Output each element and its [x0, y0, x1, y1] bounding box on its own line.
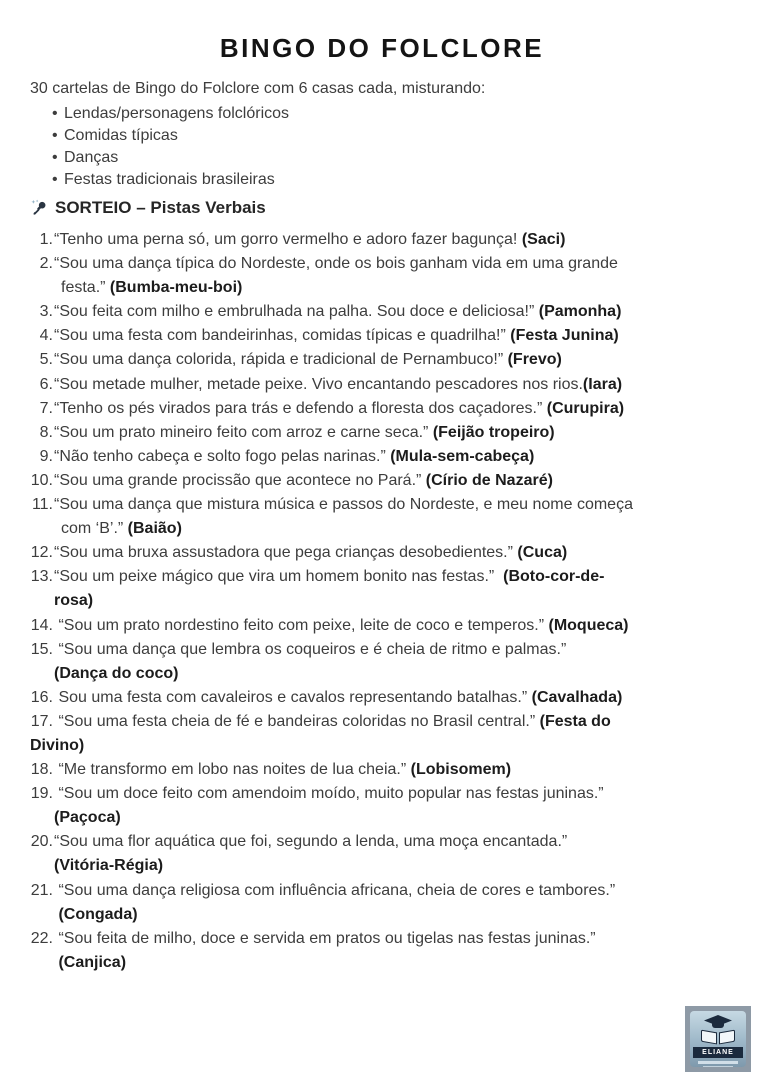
clue-item	[30, 228, 734, 252]
school-logo	[685, 1006, 751, 1072]
logo-subtitle-line	[698, 1061, 738, 1064]
clue-item	[30, 927, 734, 975]
clue-text: “Sou uma festa cheia de fé e bandeiras coloridas no Brasil central.” (Festa do	[54, 712, 611, 730]
bullet-item: • Festas tradicionais brasileiras	[30, 169, 734, 191]
section-heading	[30, 196, 734, 220]
clue-answer: (Frevo)	[507, 351, 562, 369]
clue-text: “Sou uma flor aquática que foi, segundo a lenda, uma moça encantada.”	[54, 833, 568, 851]
clue-answer: (Cuca)	[517, 544, 568, 562]
microphone-icon	[30, 199, 48, 217]
clue-text-continuation	[54, 806, 734, 830]
clue-number: 19.	[30, 785, 53, 803]
clue-item	[30, 879, 734, 927]
clue-text: “Sou um peixe mágico que vira um homem bonito nas festas.” (Boto-cor-de-	[54, 568, 605, 586]
clue-answer: (Saci)	[521, 231, 566, 248]
clue-number: 5.	[39, 351, 53, 369]
clue-number: 12.	[30, 544, 53, 562]
open-book-icon	[701, 1030, 735, 1045]
clue-text: “Sou um prato nordestino feito com peixe, leite de coco e temperos.” (Moqueca)	[54, 616, 629, 634]
clue-item	[30, 541, 734, 565]
clue-answer: (Festa do	[539, 712, 611, 730]
clue-text: “Sou feita de milho, doce e servida em pratos ou tigelas nas festas juninas.”	[54, 929, 596, 947]
clue-answer: (Círio de Nazaré)	[425, 471, 553, 489]
clue-number: 2.	[39, 255, 53, 273]
clue-number: 8.	[39, 423, 53, 441]
clue-item	[30, 686, 734, 710]
clue-text: “Sou uma grande procissão que acontece no Pará.” (Círio de Nazaré)	[54, 471, 553, 489]
graduation-cap-base	[712, 1022, 724, 1028]
clue-item	[30, 421, 734, 445]
clue-number: 22.	[30, 929, 53, 947]
clue-number: 15.	[30, 640, 53, 658]
clue-item	[30, 324, 734, 348]
clue-item	[30, 493, 734, 541]
clue-answer: (Canjica)	[54, 953, 127, 971]
clue-number: 6.	[39, 375, 53, 393]
logo-text: ELIANE	[693, 1047, 743, 1058]
clue-number: 11.	[31, 496, 53, 514]
clue-text: “Tenho os pés virados para trás e defendo a floresta dos caçadores.” (Curupira)	[54, 399, 625, 417]
clue-answer: (Curupira)	[546, 399, 625, 417]
clue-number: 18.	[30, 761, 53, 779]
clue-answer: (Vitória-Régia)	[54, 857, 164, 875]
clue-text: “Sou uma dança que lembra os coqueiros e é cheia de ritmo e palmas.”	[54, 640, 567, 658]
clue-number: 7.	[39, 399, 53, 417]
clue-text: “Não tenho cabeça e solto fogo pelas narinas.” (Mula-sem-cabeça)	[54, 447, 535, 465]
clue-item	[30, 397, 734, 421]
clue-item	[30, 445, 734, 469]
clue-text-continuation	[54, 662, 734, 686]
school-logo-badge	[690, 1011, 746, 1067]
clue-text: “Sou uma dança que mistura música e passos do Nordeste, e meu nome começa	[54, 496, 633, 514]
clue-item	[30, 373, 734, 397]
clue-item	[30, 300, 734, 324]
clue-number: 13.	[30, 568, 53, 586]
clue-text: “Tenho uma perna só, um gorro vermelho e adoro fazer bagunça! (Saci)	[54, 231, 566, 248]
clue-item	[30, 469, 734, 493]
clue-text: “Sou um prato mineiro feito com arroz e carne seca.” (Feijão tropeiro)	[54, 423, 555, 441]
clue-item	[30, 252, 734, 300]
clue-text-continuation	[30, 734, 734, 758]
clue-text: “Sou uma festa com bandeirinhas, comidas típicas e quadrilha!” (Festa Junina)	[54, 327, 619, 345]
clue-item	[30, 710, 734, 758]
clue-answer: (Paçoca)	[54, 809, 121, 827]
clue-answer: (Moqueca)	[548, 616, 629, 634]
clue-list	[30, 228, 734, 975]
clue-item	[30, 348, 734, 372]
clue-number: 1.	[39, 231, 53, 248]
clue-text: Sou uma festa com cavaleiros e cavalos representando batalhas.” (Cavalhada)	[54, 688, 623, 706]
clue-number: 21.	[30, 881, 53, 899]
clue-number: 3.	[39, 303, 53, 321]
clue-answer: (Festa Junina)	[510, 327, 619, 345]
clue-number: 20.	[30, 833, 53, 851]
clue-number: 16.	[30, 688, 53, 706]
clue-text: “Sou uma dança religiosa com influência africana, cheia de cores e tambores.”	[54, 881, 616, 899]
clue-text-continuation: com ‘B’.” (Baião)	[61, 520, 182, 538]
bullet-item: • Danças	[30, 147, 734, 169]
page-title: BINGO DO FOLCLORE	[219, 33, 545, 63]
clue-answer: Divino)	[30, 736, 85, 754]
clue-answer: (Mula-sem-cabeça)	[390, 447, 535, 465]
clue-answer: (Cavalhada)	[531, 688, 623, 706]
clue-text-continuation: festa.” (Bumba-meu-boi)	[61, 279, 243, 297]
clue-text-continuation	[54, 951, 734, 975]
clue-text-continuation	[54, 589, 734, 613]
clue-text: “Sou um doce feito com amendoim moído, muito popular nas festas juninas.”	[54, 785, 604, 803]
clue-text-continuation	[54, 903, 734, 927]
clue-number: 14.	[30, 616, 53, 634]
clue-number: 4.	[39, 327, 53, 345]
clue-item	[30, 782, 734, 830]
bullet-item: • Lendas/personagens folclóricos	[30, 103, 734, 125]
clue-item	[30, 565, 734, 613]
clue-answer: (Lobisomem)	[410, 761, 512, 779]
clue-answer: (Feijão tropeiro)	[432, 423, 555, 441]
clue-number: 9.	[39, 447, 53, 465]
clue-number: 10.	[30, 471, 53, 489]
clue-answer: (Congada)	[54, 905, 138, 923]
clue-text: “Sou feita com milho e embrulhada na palha. Sou doce e deliciosa!” (Pamonha)	[54, 303, 622, 321]
bullet-item: • Comidas típicas	[30, 125, 734, 147]
section-heading-text: SORTEIO – Pistas Verbais	[55, 198, 266, 217]
clue-answer: (Pamonha)	[538, 303, 622, 321]
clue-answer: rosa)	[54, 592, 94, 610]
clue-number: 17.	[30, 712, 53, 730]
clue-answer: (Boto-cor-de-	[503, 568, 605, 586]
clue-text: “Me transformo em lobo nas noites de lua cheia.” (Lobisomem)	[54, 761, 512, 779]
logo-subtitle-line	[703, 1066, 733, 1067]
clue-answer: (Iara)	[582, 375, 623, 393]
clue-item	[30, 758, 734, 782]
clue-answer: (Baião)	[127, 520, 182, 538]
clue-text: “Sou uma bruxa assustadora que pega crianças desobedientes.” (Cuca)	[54, 544, 568, 562]
clue-item	[30, 638, 734, 686]
bullet-list	[30, 103, 734, 191]
clue-text: “Sou metade mulher, metade peixe. Vivo encantando pescadores nos rios.(Iara)	[54, 375, 623, 393]
clue-item	[30, 614, 734, 638]
clue-item	[30, 830, 734, 878]
clue-answer: (Dança do coco)	[54, 664, 179, 682]
clue-answer: (Bumba-meu-boi)	[109, 279, 243, 297]
intro-text: 30 cartelas de Bingo do Folclore com 6 casas cada, misturando:	[30, 80, 486, 97]
clue-text: “Sou uma dança colorida, rápida e tradicional de Pernambuco!” (Frevo)	[54, 351, 562, 369]
clue-text-continuation	[54, 854, 734, 878]
clue-text: “Sou uma dança típica do Nordeste, onde os bois ganham vida em uma grande	[54, 255, 618, 273]
